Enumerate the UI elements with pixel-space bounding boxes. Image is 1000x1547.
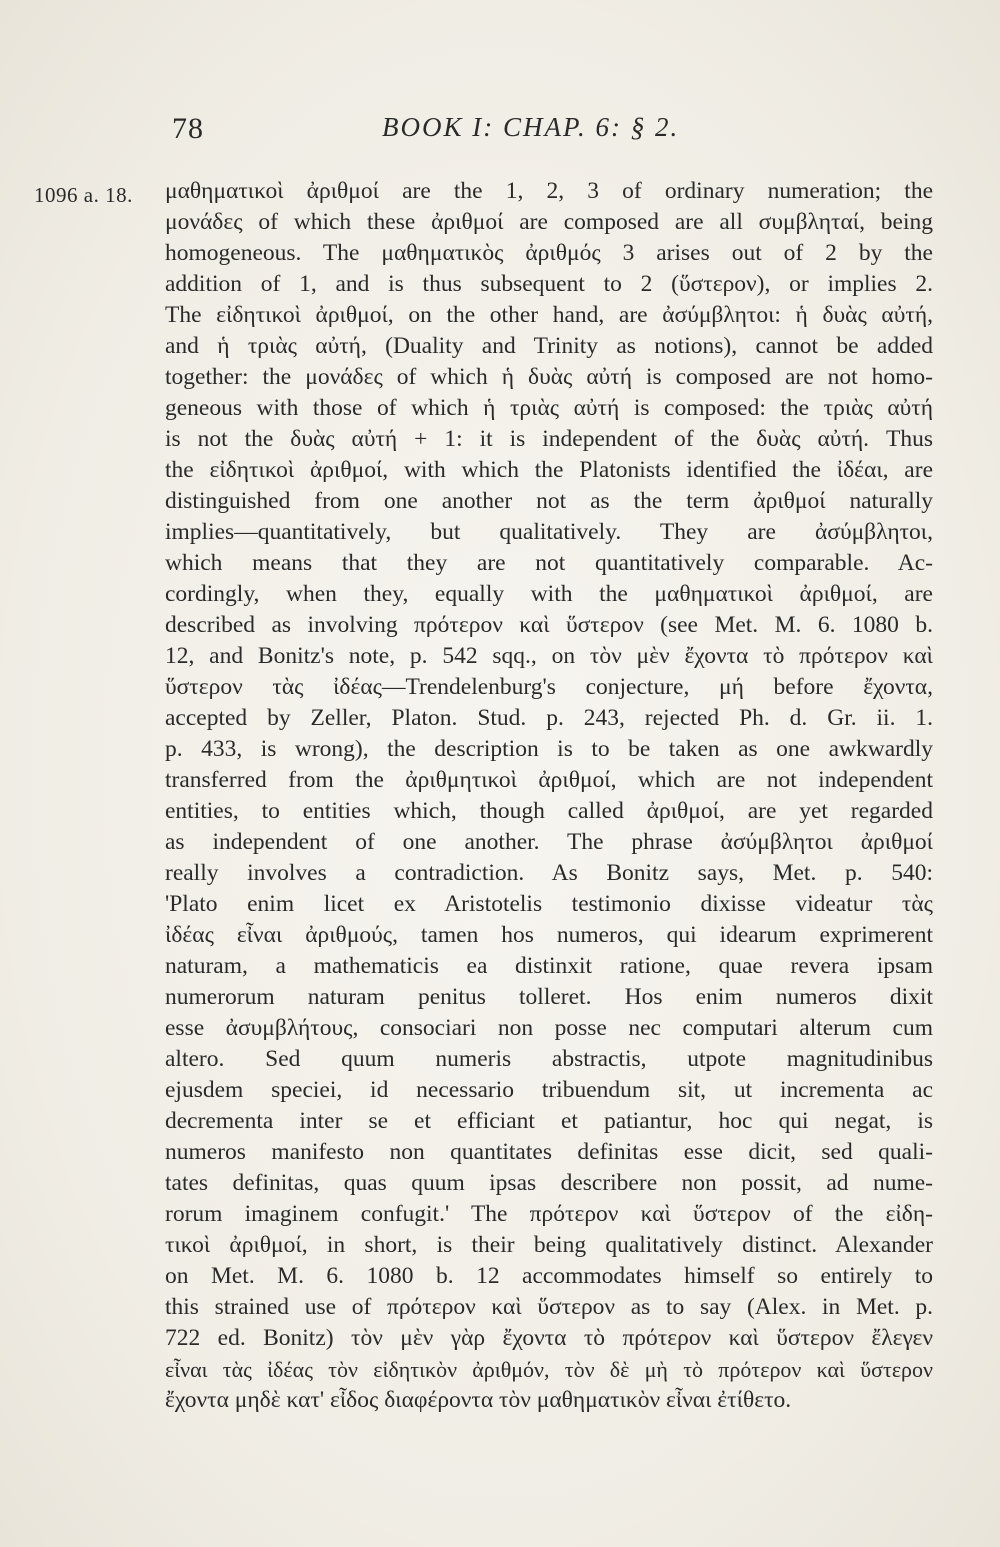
page-number: 78 [172, 112, 204, 145]
text-line: numeros manifesto non quantitates definitas esse dicit, sed quali- [165, 1139, 933, 1165]
text-line: 12, and Bonitz's note, p. 542 sqq., on τὸν μὲν ἔχοντα τὸ πρότερον καὶ [165, 643, 933, 669]
text-line: εἶναι τὰς ἰδέας τὸν εἰδητικὸν ἀριθμόν, τὸν δὲ μὴ τὸ πρότερον καὶ ὕστερον [165, 1357, 933, 1382]
text-line: cordingly, when they, equally with the μαθηματικοὶ ἀριθμοί, are [165, 581, 933, 607]
text-line: naturam, a mathematicis ea distinxit ratione, quae revera ipsam [165, 953, 933, 979]
text-line: ejusdem speciei, id necessario tribuendum sit, ut incrementa ac [165, 1077, 933, 1103]
text-line: τικοὶ ἀριθμοί, in short, is their being qualitatively distinct. Alexander [165, 1232, 933, 1258]
text-line: μαθηματικοὶ ἀριθμοί are the 1, 2, 3 of ordinary numeration; the [165, 178, 933, 204]
text-line: accepted by Zeller, Platon. Stud. p. 243, rejected Ph. d. Gr. ii. 1. [165, 705, 933, 731]
text-line: implies—quantitatively, but qualitatively. They are ἀσύμβλητοι, [165, 519, 933, 545]
text-line: rorum imaginem confugit.' The πρότερον καὶ ὕστερον of the εἰδη- [165, 1201, 933, 1227]
text-line: numerorum naturam penitus tolleret. Hos enim numeros dixit [165, 984, 933, 1010]
text-line: The εἰδητικοὶ ἀριθμοί, on the other hand, are ἀσύμβλητοι: ἡ δυὰς αὐτή, [165, 302, 933, 328]
text-line: on Met. M. 6. 1080 b. 12 accommodates himself so entirely to [165, 1263, 933, 1289]
text-line: really involves a contradiction. As Bonitz says, Met. p. 540: [165, 860, 933, 886]
text-line: ἔχοντα μηδὲ κατ' εἶδος διαφέροντα τὸν μαθηματικὸν εἶναι ἐτίθετο. [165, 1387, 792, 1413]
text-line: is not the δυὰς αὐτή + 1: it is independent of the δυὰς αὐτή. Thus [165, 426, 933, 452]
text-line: addition of 1, and is thus subsequent to 2 (ὕστερον), or implies 2. [165, 271, 933, 297]
text-line: p. 433, is wrong), the description is to be taken as one awkwardly [165, 736, 933, 762]
text-line: 722 ed. Bonitz) τὸν μὲν γὰρ ἔχοντα τὸ πρότερον καὶ ὕστερον ἔλεγεν [165, 1325, 933, 1351]
text-line: ὕστερον τὰς ἰδέας—Trendelenburg's conjecture, μή before ἔχοντα, [165, 674, 933, 700]
text-line: 'Plato enim licet ex Aristotelis testimonio dixisse videatur τὰς [165, 891, 933, 917]
text-line: transferred from the ἀριθμητικοὶ ἀριθμοί, which are not independent [165, 767, 933, 793]
text-line: altero. Sed quum numeris abstractis, utpote magnitudinibus [165, 1046, 933, 1072]
chapter-heading: BOOK I: CHAP. 6: § 2. [382, 112, 680, 142]
text-line: homogeneous. The μαθηματικὸς ἀριθμός 3 arises out of 2 by the [165, 240, 933, 266]
text-line: and ἡ τριὰς αὐτή, (Duality and Trinity as notions), cannot be added [165, 333, 933, 359]
text-line: tates definitas, quas quum ipsas describere non possit, ad nume- [165, 1170, 933, 1196]
text-line: as independent of one another. The phrase ἀσύμβλητοι ἀριθμοί [165, 829, 933, 855]
text-line: geneous with those of which ἡ τριὰς αὐτή is composed: the τριὰς αὐτή [165, 395, 933, 421]
running-head [172, 112, 932, 152]
text-line: μονάδες of which these ἀριθμοί are composed are all συμβληταί, being [165, 209, 933, 235]
text-line: entities, to entities which, though called ἀριθμοί, are yet regarded [165, 798, 933, 824]
commentary-text [165, 176, 933, 1416]
text-line: which means that they are not quantitatively comparable. Ac- [165, 550, 933, 576]
text-line: distinguished from one another not as the term ἀριθμοί naturally [165, 488, 933, 514]
text-line: described as involving πρότερον καὶ ὕστερον (see Met. M. 6. 1080 b. [165, 612, 933, 638]
text-line: esse ἀσυμβλήτους, consociari non posse nec computari alterum cum [165, 1015, 933, 1041]
text-line: decrementa inter se et efficiant et patiantur, hoc qui negat, is [165, 1108, 933, 1134]
text-line: the εἰδητικοὶ ἀριθμοί, with which the Platonists identified the ἰδέαι, are [165, 457, 933, 483]
text-line: ἰδέας εἶναι ἀριθμούς, tamen hos numeros, qui idearum exprimerent [165, 922, 933, 948]
text-line: this strained use of πρότερον καὶ ὕστερον as to say (Alex. in Met. p. [165, 1294, 933, 1320]
text-line: together: the μονάδες of which ἡ δυὰς αὐτή is composed are not homo- [165, 364, 933, 390]
margin-reference: 1096 a. 18. [34, 183, 133, 207]
